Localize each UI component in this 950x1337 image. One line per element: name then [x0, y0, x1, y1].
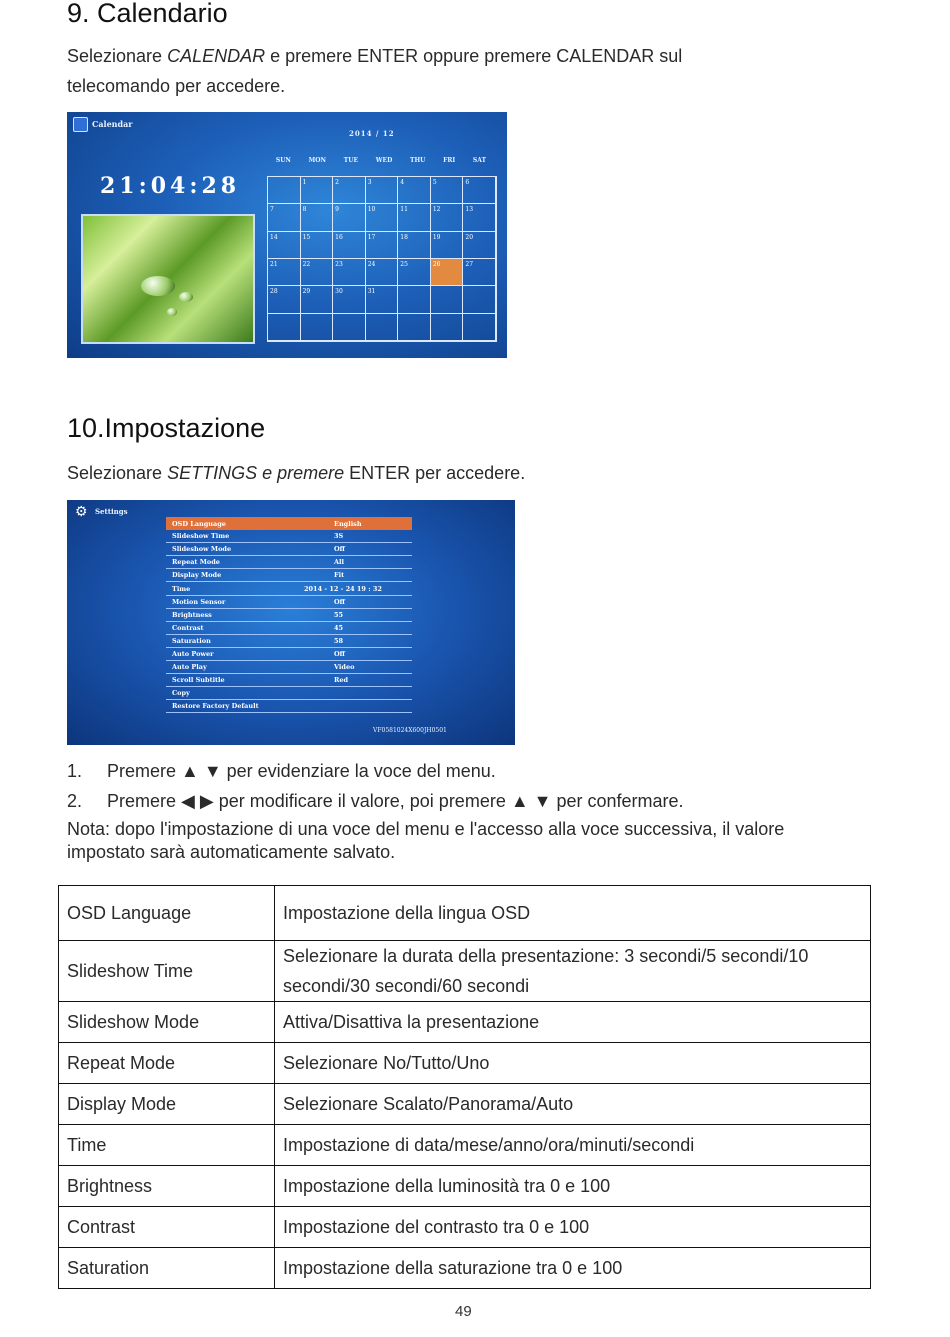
calendar-day: 28 — [268, 286, 301, 313]
firmware-version: VF0581024X600JH0501 — [373, 727, 447, 734]
settings-item-label: Motion Sensor — [172, 597, 226, 606]
table-cell-description: Impostazione di data/mese/anno/ora/minuti/secondi — [275, 1125, 871, 1166]
note-text: impostato sarà automaticamente salvato. — [67, 842, 396, 862]
calendar-day: 27 — [463, 259, 496, 286]
settings-item-value: Off — [334, 597, 345, 606]
settings-item-label: Restore Factory Default — [172, 702, 259, 711]
table-cell-description: Attiva/Disattiva la presentazione — [275, 1002, 871, 1043]
settings-item-value: All — [334, 558, 344, 567]
settings-menu-item — [166, 569, 412, 582]
table-cell-description: Impostazione della luminosità tra 0 e 100 — [275, 1166, 871, 1207]
weekday-label: TUE — [343, 157, 359, 164]
calendar-day: 12 — [431, 204, 464, 231]
table-cell-setting: Slideshow Mode — [59, 1002, 275, 1043]
calendar-day: 16 — [333, 232, 366, 259]
calendar-day — [398, 286, 431, 313]
intro-text: Selezionare — [67, 463, 168, 483]
table-cell-setting: Saturation — [59, 1248, 275, 1289]
calendar-day — [398, 314, 431, 341]
settings-item-value: Red — [334, 676, 349, 685]
intro-emphasis: CALENDAR — [167, 46, 266, 66]
calendar-day: 9 — [333, 204, 366, 231]
calendar-day: 7 — [268, 204, 301, 231]
table-row — [59, 1248, 871, 1289]
calendar-day: 30 — [333, 286, 366, 313]
settings-menu-list — [166, 517, 412, 713]
settings-item-label: Slideshow Mode — [172, 545, 232, 554]
settings-item-value: 45 — [334, 623, 344, 632]
calendar-day — [463, 314, 496, 341]
settings-item-value: Fit — [334, 571, 345, 580]
section-heading-calendario: 9. Calendario — [67, 0, 228, 28]
settings-menu-item — [166, 635, 412, 648]
settings-item-label: Brightness — [172, 610, 212, 619]
intro-emphasis: SETTINGS e premere — [167, 463, 345, 483]
instruction-text: Premere ▲ ▼ per evidenziare la voce del menu. — [107, 761, 496, 781]
settings-item-label: Display Mode — [172, 571, 222, 580]
settings-item-label: Scroll Subtitle — [172, 676, 225, 685]
settings-menu-item — [166, 622, 412, 635]
calendar-day: 11 — [398, 204, 431, 231]
table-row — [59, 1207, 871, 1248]
calendar-day — [463, 286, 496, 313]
calendar-day — [333, 314, 366, 341]
section9-intro — [67, 41, 867, 101]
calendar-day: 24 — [366, 259, 399, 286]
intro-text: e premere ENTER oppure premere CALENDAR sul — [265, 46, 683, 66]
calendar-day: 19 — [431, 232, 464, 259]
calendar-day: 6 — [463, 177, 496, 204]
table-cell-description: Selezionare la durata della presentazione: 3 secondi/5 secondi/10 secondi/30 secondi/60 secondi — [275, 941, 871, 1002]
table-cell-description: Impostazione del contrasto tra 0 e 100 — [275, 1207, 871, 1248]
calendar-day: 18 — [398, 232, 431, 259]
settings-item-value: 2014 - 12 - 24 19 : 32 — [304, 584, 382, 593]
settings-menu-item — [166, 582, 412, 595]
intro-text: telecomando per accedere. — [67, 76, 286, 96]
table-row — [59, 941, 871, 1002]
settings-item-label: Contrast — [172, 623, 204, 632]
settings-item-value: Off — [334, 649, 345, 658]
settings-menu-item — [166, 543, 412, 556]
calendar-day: 25 — [398, 259, 431, 286]
table-cell-setting: Slideshow Time — [59, 941, 275, 1002]
settings-menu-item — [166, 648, 412, 661]
intro-text: ENTER per accedere. — [344, 463, 526, 483]
note-text: Nota: dopo l'impostazione di una voce del menu e l'accesso alla voce successiva, il valore — [67, 819, 785, 839]
table-cell-description: Selezionare No/Tutto/Uno — [275, 1043, 871, 1084]
settings-item-label: Saturation — [172, 636, 211, 645]
gear-icon: ⚙ — [75, 503, 88, 519]
settings-item-label: Time — [172, 584, 191, 593]
settings-menu-item — [166, 596, 412, 609]
calendar-day: 13 — [463, 204, 496, 231]
instruction-item — [67, 791, 684, 812]
table-row — [59, 1166, 871, 1207]
settings-item-value: Off — [334, 545, 345, 554]
calendar-day — [301, 314, 334, 341]
settings-item-label: Copy — [172, 689, 190, 698]
calendar-screen-photo — [67, 112, 507, 358]
table-cell-description: Impostazione della saturazione tra 0 e 100 — [275, 1248, 871, 1289]
settings-menu-item — [166, 674, 412, 687]
table-cell-setting: Display Mode — [59, 1084, 275, 1125]
settings-item-value: Video — [334, 663, 355, 672]
calendar-day: 10 — [366, 204, 399, 231]
calendar-day: 3 — [366, 177, 399, 204]
settings-item-label: Auto Play — [172, 663, 207, 672]
section10-intro — [67, 458, 867, 488]
weekday-label: SAT — [472, 157, 487, 164]
calendar-day-selected: 26 — [431, 259, 464, 286]
weekday-label: FRI — [443, 157, 456, 164]
settings-menu-item — [166, 556, 412, 569]
calendar-day: 22 — [301, 259, 334, 286]
settings-item-label: Slideshow Time — [172, 532, 230, 541]
calendar-day: 1 — [301, 177, 334, 204]
table-cell-setting: Time — [59, 1125, 275, 1166]
instruction-text: Premere ◀ ▶ per modificare il valore, poi premere ▲ ▼ per confermare. — [107, 791, 684, 811]
table-row — [59, 1084, 871, 1125]
calendar-year-month: 2014 / 12 — [349, 129, 395, 138]
calendar-day: 20 — [463, 232, 496, 259]
settings-menu-item — [166, 609, 412, 622]
calendar-day — [431, 286, 464, 313]
calendar-clock: 21:04:28 — [100, 173, 241, 199]
instruction-number: 2. — [67, 791, 83, 811]
settings-item-value: English — [334, 519, 362, 528]
calendar-grid — [267, 176, 497, 342]
settings-menu-item — [166, 517, 412, 530]
table-row — [59, 886, 871, 941]
calendar-day — [431, 314, 464, 341]
table-cell-description: Selezionare Scalato/Panorama/Auto — [275, 1084, 871, 1125]
calendar-day: 29 — [301, 286, 334, 313]
leaf-photo-thumbnail — [81, 214, 255, 344]
table-cell-setting: Contrast — [59, 1207, 275, 1248]
table-cell-setting: Brightness — [59, 1166, 275, 1207]
settings-description-table — [58, 885, 871, 1289]
settings-item-value: 58 — [334, 636, 344, 645]
weekday-label: WED — [375, 157, 393, 164]
table-row — [59, 1043, 871, 1084]
weekday-label: SUN — [275, 157, 291, 164]
calendar-day: 14 — [268, 232, 301, 259]
calendar-weekday-header — [267, 157, 495, 164]
settings-title: Settings — [95, 507, 128, 516]
calendar-day: 15 — [301, 232, 334, 259]
settings-item-label: Auto Power — [172, 649, 214, 658]
calendar-day: 17 — [366, 232, 399, 259]
settings-item-label: Repeat Mode — [172, 558, 220, 567]
calendar-day: 2 — [333, 177, 366, 204]
instruction-number: 1. — [67, 761, 83, 781]
calendar-day — [366, 314, 399, 341]
calendar-day: 5 — [431, 177, 464, 204]
calendar-day: 23 — [333, 259, 366, 286]
calendar-day: 4 — [398, 177, 431, 204]
settings-item-label: OSD Language — [172, 519, 226, 528]
weekday-label: MON — [308, 157, 327, 164]
settings-item-value: 55 — [334, 610, 344, 619]
instruction-item — [67, 761, 496, 782]
calendar-app-title: Calendar — [92, 119, 133, 129]
table-row — [59, 1002, 871, 1043]
calendar-day: 8 — [301, 204, 334, 231]
calendar-day — [268, 314, 301, 341]
settings-menu-item — [166, 661, 412, 674]
table-cell-setting: Repeat Mode — [59, 1043, 275, 1084]
table-cell-description: Impostazione della lingua OSD — [275, 886, 871, 941]
calendar-day: 31 — [366, 286, 399, 313]
intro-text: Selezionare — [67, 46, 168, 66]
table-row — [59, 1125, 871, 1166]
table-cell-setting: OSD Language — [59, 886, 275, 941]
note-paragraph — [67, 818, 784, 864]
settings-menu-item — [166, 700, 412, 713]
calendar-day: 21 — [268, 259, 301, 286]
settings-item-value: 3S — [334, 532, 344, 541]
settings-screen-photo — [67, 500, 515, 745]
calendar-day — [268, 177, 301, 204]
settings-menu-item — [166, 530, 412, 543]
calendar-icon — [73, 117, 88, 132]
section-heading-impostazione: 10.Impostazione — [67, 413, 266, 443]
settings-menu-item — [166, 687, 412, 700]
page-number: 49 — [455, 1303, 472, 1320]
weekday-label: THU — [410, 157, 426, 164]
